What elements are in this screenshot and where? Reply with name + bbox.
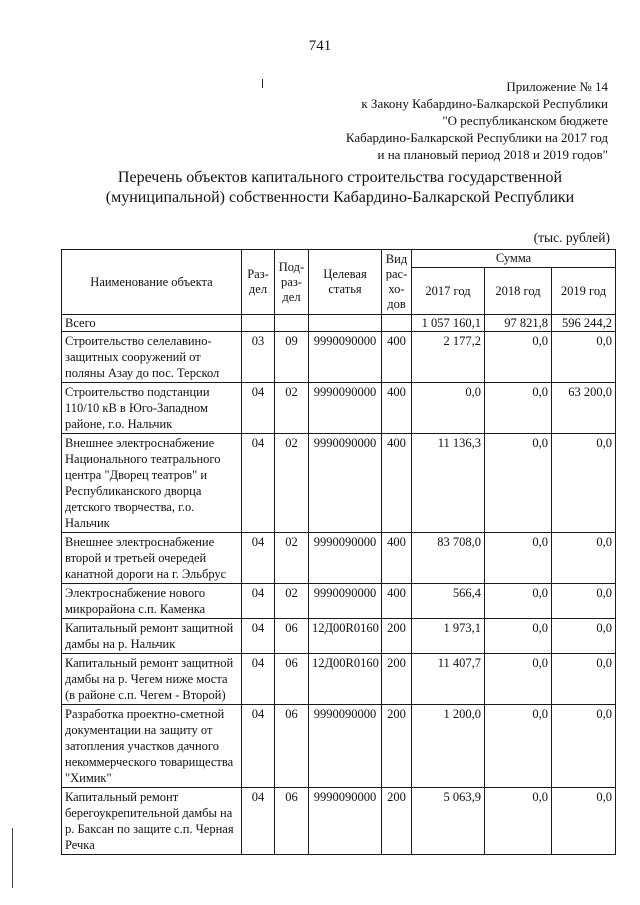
appendix-line: Приложение № 14 bbox=[506, 79, 608, 94]
row-2019: 63 200,0 bbox=[552, 383, 616, 434]
row-celevaya: 12Д00R0160 bbox=[309, 654, 382, 705]
row-2019: 0,0 bbox=[552, 788, 616, 855]
row-razdel: 04 bbox=[242, 584, 275, 619]
table-row bbox=[62, 332, 616, 383]
header-razdel: Раз-дел bbox=[242, 250, 275, 315]
row-vid: 400 bbox=[382, 533, 412, 584]
row-name: Капитальный ремонт защитной дамбы на р. Чегем ниже моста (в районе с.п. Чегем - Второй) bbox=[62, 654, 242, 705]
row-celevaya: 9990090000 bbox=[309, 533, 382, 584]
header-2019: 2019 год bbox=[552, 268, 616, 315]
row-celevaya: 9990090000 bbox=[309, 383, 382, 434]
row-2018: 0,0 bbox=[485, 619, 552, 654]
row-razdel: 04 bbox=[242, 383, 275, 434]
row-podrazdel: 06 bbox=[275, 705, 309, 788]
appendix-line: Кабардино-Балкарской Республики на 2017 год bbox=[345, 130, 608, 145]
row-2018: 0,0 bbox=[485, 584, 552, 619]
row-2018: 0,0 bbox=[485, 332, 552, 383]
margin-line bbox=[12, 828, 13, 888]
total-label: Всего bbox=[62, 315, 242, 332]
row-2017: 1 973,1 bbox=[412, 619, 485, 654]
row-name: Капитальный ремонт берегоукрепительной дамбы на р. Баксан по защите с.п. Черная Речка bbox=[62, 788, 242, 855]
row-name: Внешнее электроснабжение второй и третьей очередей канатной дороги на г. Эльбрус bbox=[62, 533, 242, 584]
row-2018: 0,0 bbox=[485, 705, 552, 788]
row-celevaya: 9990090000 bbox=[309, 705, 382, 788]
header-vid: Вид рас-хо-дов bbox=[382, 250, 412, 315]
row-celevaya: 9990090000 bbox=[309, 788, 382, 855]
row-vid: 400 bbox=[382, 332, 412, 383]
row-2017: 566,4 bbox=[412, 584, 485, 619]
title-line: Перечень объектов капитального строительства государственной bbox=[117, 169, 563, 186]
row-vid: 200 bbox=[382, 654, 412, 705]
row-name: Внешнее электроснабжение Национального театрального центра "Дворец театров" и Республиканского дворца детского творчества, г.о. Нальчик bbox=[62, 434, 242, 533]
row-2017: 11 407,7 bbox=[412, 654, 485, 705]
row-vid: 400 bbox=[382, 383, 412, 434]
row-podrazdel: 09 bbox=[275, 332, 309, 383]
header-summa: Сумма bbox=[412, 250, 616, 268]
table-row bbox=[62, 383, 616, 434]
row-vid: 200 bbox=[382, 788, 412, 855]
header-celevaya: Целевая статья bbox=[309, 250, 382, 315]
row-razdel: 04 bbox=[242, 533, 275, 584]
row-vid: 200 bbox=[382, 705, 412, 788]
row-2019: 0,0 bbox=[552, 654, 616, 705]
row-podrazdel: 02 bbox=[275, 383, 309, 434]
total-2017: 1 057 160,1 bbox=[412, 315, 485, 332]
row-name: Строительство подстанции 110/10 кВ в Юго-Западном районе, г.о. Нальчик bbox=[62, 383, 242, 434]
row-razdel: 04 bbox=[242, 705, 275, 788]
row-razdel: 04 bbox=[242, 788, 275, 855]
total-2018: 97 821,8 bbox=[485, 315, 552, 332]
row-2018: 0,0 bbox=[485, 434, 552, 533]
title-line: (муниципальной) собственности Кабардино-Балкарской Республики bbox=[105, 189, 575, 206]
row-vid: 400 bbox=[382, 434, 412, 533]
header-2017: 2017 год bbox=[412, 268, 485, 315]
row-2019: 0,0 bbox=[552, 332, 616, 383]
total-row bbox=[62, 315, 616, 332]
row-2018: 0,0 bbox=[485, 788, 552, 855]
table-row bbox=[62, 788, 616, 855]
table-row bbox=[62, 434, 616, 533]
row-celevaya: 9990090000 bbox=[309, 332, 382, 383]
row-podrazdel: 02 bbox=[275, 584, 309, 619]
units-label: (тыс. рублей) bbox=[533, 230, 610, 245]
row-2017: 0,0 bbox=[412, 383, 485, 434]
row-name: Строительство селелавино-защитных сооружений от поляны Азау до пос. Терскол bbox=[62, 332, 242, 383]
row-razdel: 04 bbox=[242, 654, 275, 705]
table-row bbox=[62, 705, 616, 788]
row-2018: 0,0 bbox=[485, 533, 552, 584]
row-2017: 5 063,9 bbox=[412, 788, 485, 855]
row-podrazdel: 06 bbox=[275, 788, 309, 855]
total-2019: 596 244,2 bbox=[552, 315, 616, 332]
document-title bbox=[100, 168, 580, 208]
appendix-line: к Закону Кабардино-Балкарской Республики bbox=[361, 96, 608, 111]
row-2019: 0,0 bbox=[552, 434, 616, 533]
row-2018: 0,0 bbox=[485, 383, 552, 434]
row-name: Капитальный ремонт защитной дамбы на р. Нальчик bbox=[62, 619, 242, 654]
appendix-header bbox=[278, 78, 608, 163]
header-2018: 2018 год bbox=[485, 268, 552, 315]
row-podrazdel: 02 bbox=[275, 434, 309, 533]
row-podrazdel: 02 bbox=[275, 533, 309, 584]
row-name: Разработка проектно-сметной документации на защиту от затопления участков дачного некоммерческого товарищества "Химик" bbox=[62, 705, 242, 788]
row-2019: 0,0 bbox=[552, 533, 616, 584]
table-row bbox=[62, 619, 616, 654]
row-podrazdel: 06 bbox=[275, 619, 309, 654]
header-name: Наименование объекта bbox=[62, 250, 242, 315]
row-razdel: 04 bbox=[242, 619, 275, 654]
row-2019: 0,0 bbox=[552, 705, 616, 788]
row-razdel: 04 bbox=[242, 434, 275, 533]
row-celevaya: 12Д00R0160 bbox=[309, 619, 382, 654]
row-2018: 0,0 bbox=[485, 654, 552, 705]
appendix-line: и на плановый период 2018 и 2019 годов" bbox=[377, 147, 608, 162]
objects-table bbox=[61, 249, 616, 855]
row-celevaya: 9990090000 bbox=[309, 434, 382, 533]
appendix-line: "О республиканском бюджете bbox=[442, 113, 608, 128]
row-2017: 1 200,0 bbox=[412, 705, 485, 788]
row-2019: 0,0 bbox=[552, 584, 616, 619]
table-row bbox=[62, 533, 616, 584]
header-podrazdel: Под-раз-дел bbox=[275, 250, 309, 315]
row-2017: 2 177,2 bbox=[412, 332, 485, 383]
row-2019: 0,0 bbox=[552, 619, 616, 654]
row-vid: 400 bbox=[382, 584, 412, 619]
row-razdel: 03 bbox=[242, 332, 275, 383]
row-podrazdel: 06 bbox=[275, 654, 309, 705]
row-2017: 11 136,3 bbox=[412, 434, 485, 533]
row-vid: 200 bbox=[382, 619, 412, 654]
page-number: 741 bbox=[308, 38, 332, 54]
table-row bbox=[62, 584, 616, 619]
row-celevaya: 9990090000 bbox=[309, 584, 382, 619]
margin-tick bbox=[262, 79, 263, 88]
table-row bbox=[62, 654, 616, 705]
row-2017: 83 708,0 bbox=[412, 533, 485, 584]
row-name: Электроснабжение нового микрорайона с.п. Каменка bbox=[62, 584, 242, 619]
